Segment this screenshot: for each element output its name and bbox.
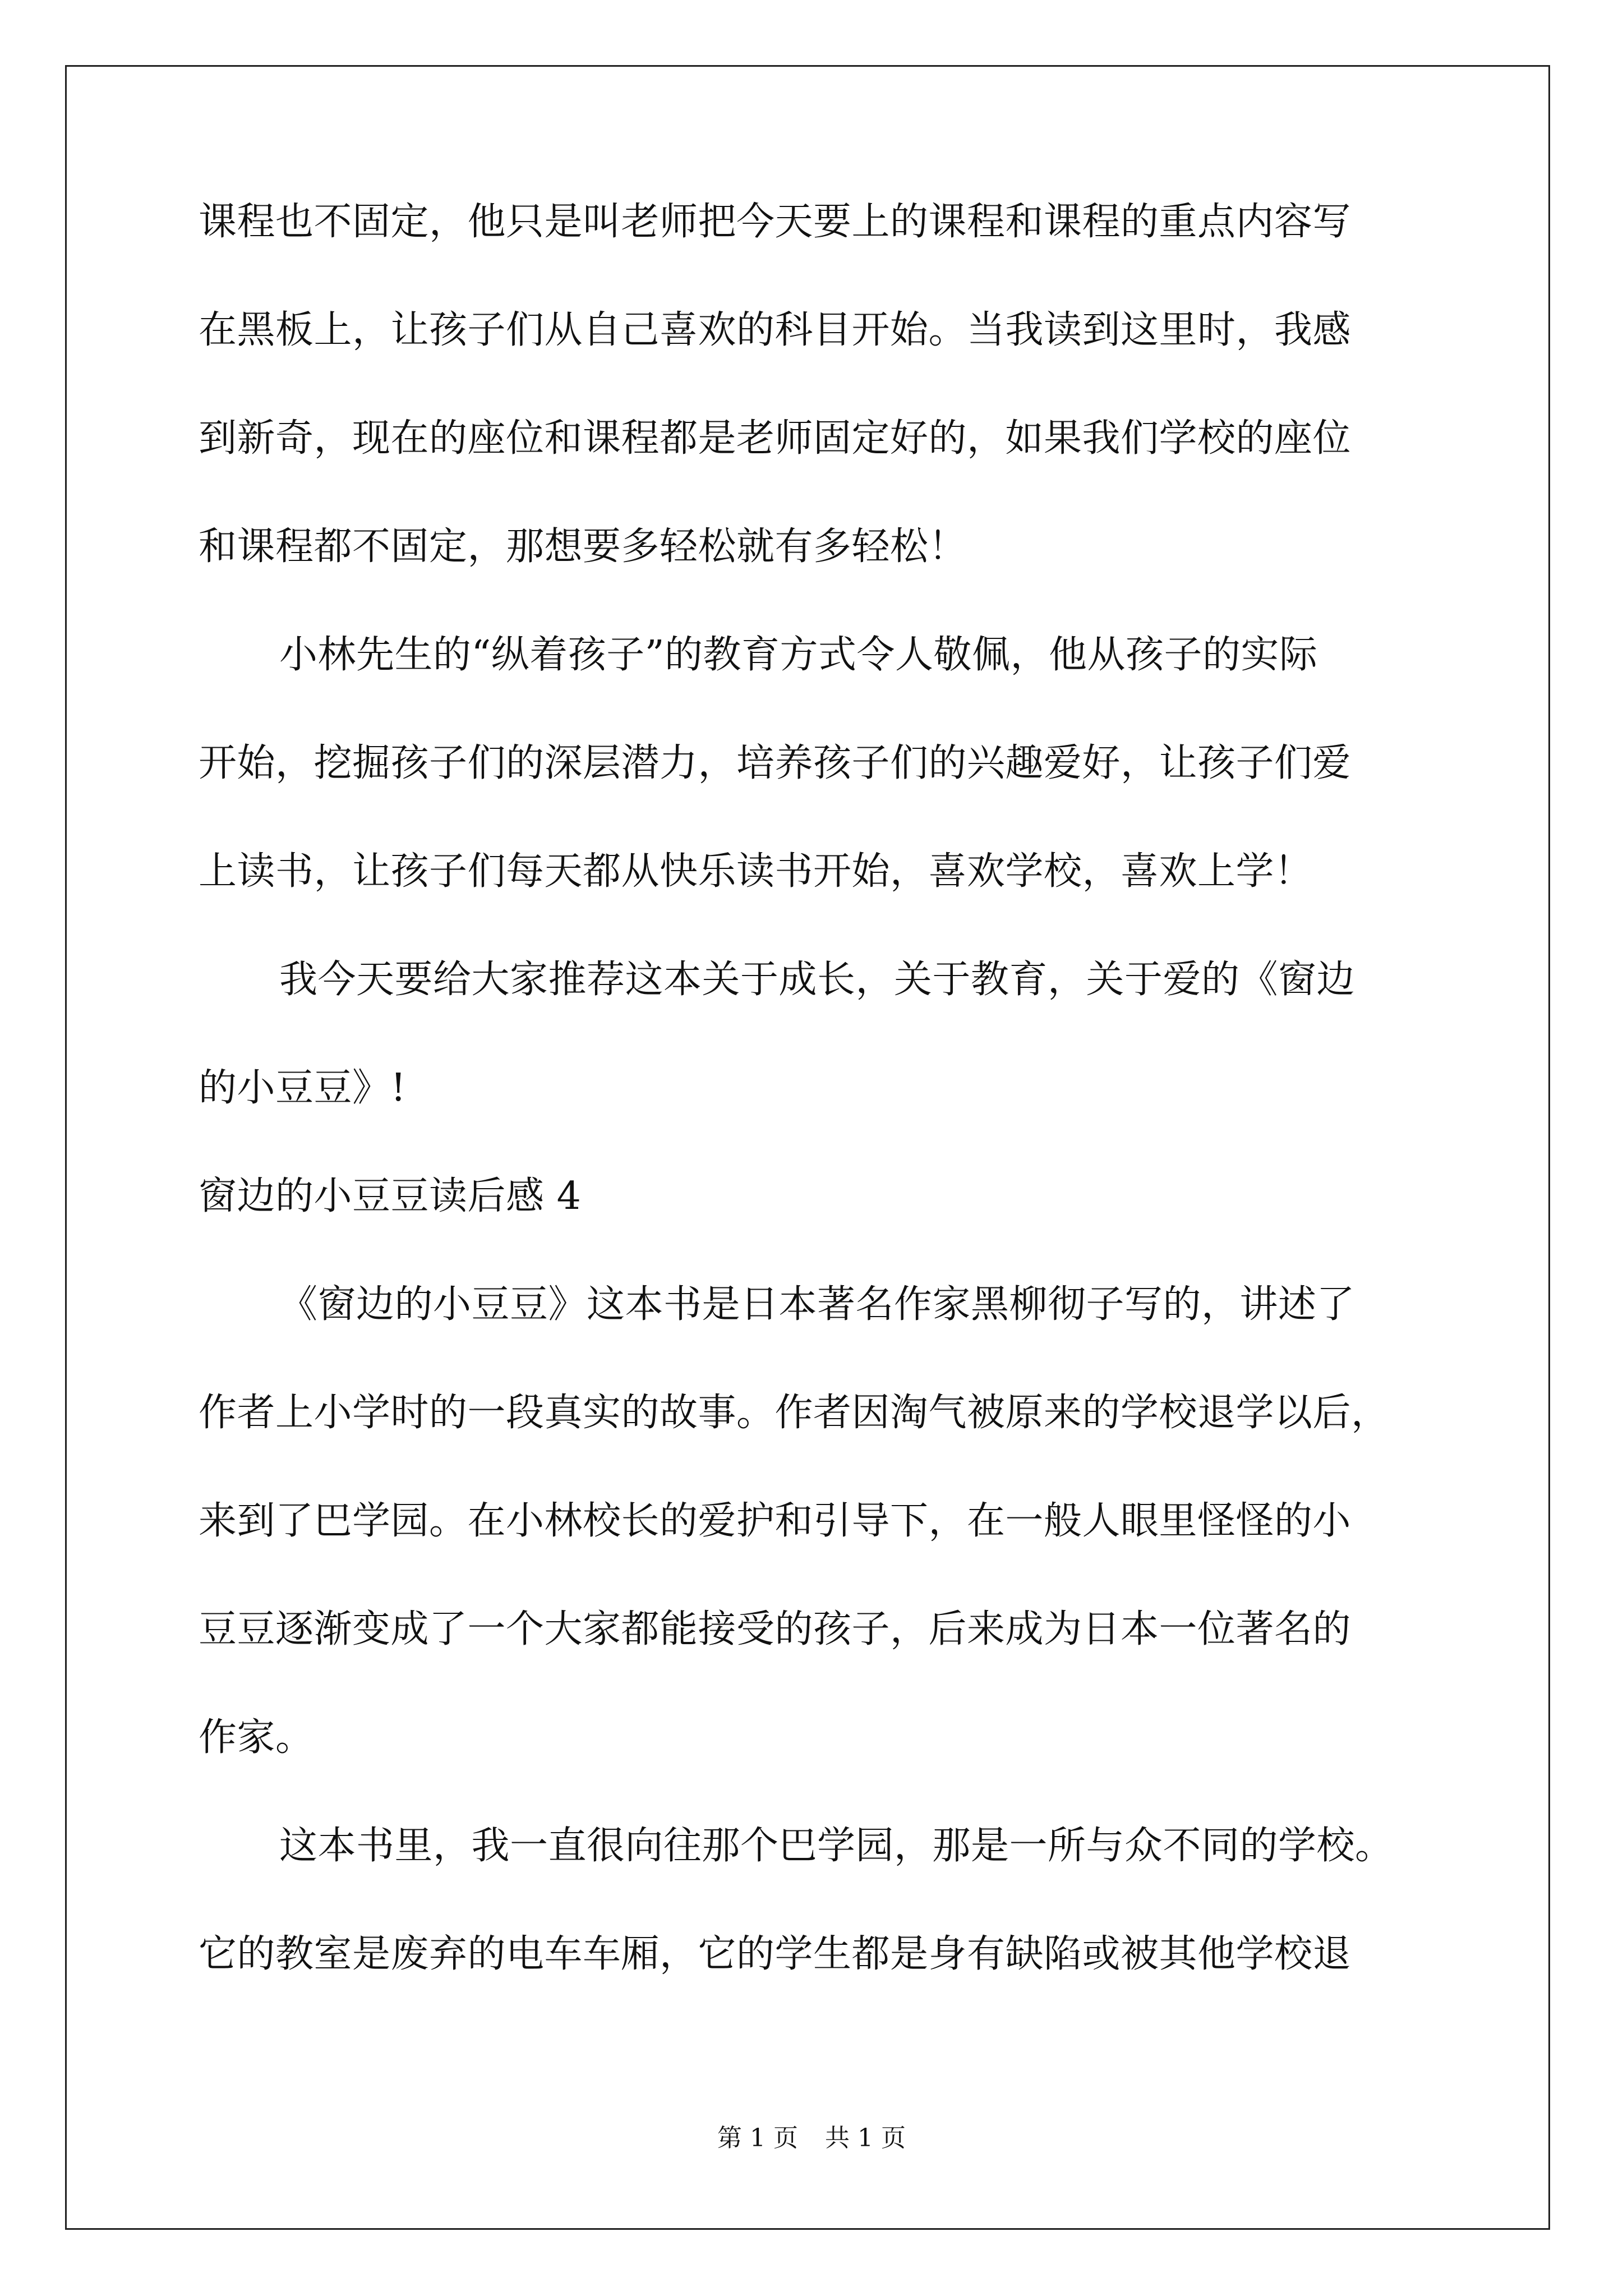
page-number: 第 1 页 (717, 2124, 798, 2152)
paragraph-line: 到新奇，现在的座位和课程都是老师固定好的，如果我们学校的座位 (199, 416, 1352, 461)
paragraph-line: 它的教室是废弃的电车车厢，它的学生都是身有缺陷或被其他学校退 (199, 1932, 1352, 1976)
page-footer (0, 2124, 1623, 2153)
document-body (199, 202, 1466, 2042)
paragraph-line: 开始，挖掘孩子们的深层潜力，培养孩子们的兴趣爱好，让孩子们爱 (199, 741, 1352, 785)
paragraph-line: 豆豆逐渐变成了一个大家都能接受的孩子，后来成为日本一位著名的 (199, 1607, 1352, 1651)
paragraph-line: 上读书，让孩子们每天都从快乐读书开始，喜欢学校，喜欢上学！ (199, 849, 1313, 894)
paragraph-line: 我今天要给大家推荐这本关于成长，关于教育，关于爱的《窗边 (279, 958, 1355, 1002)
paragraph-line: 的小豆豆》! (199, 1066, 407, 1110)
paragraph-line: 课程也不固定，他只是叫老师把今天要上的课程和课程的重点内容写 (199, 200, 1352, 244)
paragraph-line: 小林先生的“纵着孩子”的教育方式令人敬佩，他从孩子的实际 (279, 633, 1318, 677)
paragraph-line: 作家。 (199, 1715, 314, 1760)
section-heading: 窗边的小豆豆读后感 4 (199, 1174, 582, 1218)
paragraph-line: 来到了巴学园。在小林校长的爱护和引导下，在一般人眼里怪怪的小 (199, 1499, 1352, 1543)
paragraph-line: 和课程都不固定，那想要多轻松就有多轻松！ (199, 524, 967, 569)
paragraph-line: 《窗边的小豆豆》这本书是日本著名作家黑柳彻子写的，讲述了 (279, 1282, 1355, 1327)
paragraph-line: 在黑板上，让孩子们从自己喜欢的科目开始。当我读到这里时，我感 (199, 308, 1352, 352)
paragraph-line: 作者上小学时的一段真实的故事。作者因淘气被原来的学校退学以后， (199, 1391, 1390, 1435)
page-total: 共 1 页 (825, 2124, 906, 2152)
paragraph-line: 这本书里，我一直很向往那个巴学园，那是一所与众不同的学校。 (279, 1824, 1394, 1868)
